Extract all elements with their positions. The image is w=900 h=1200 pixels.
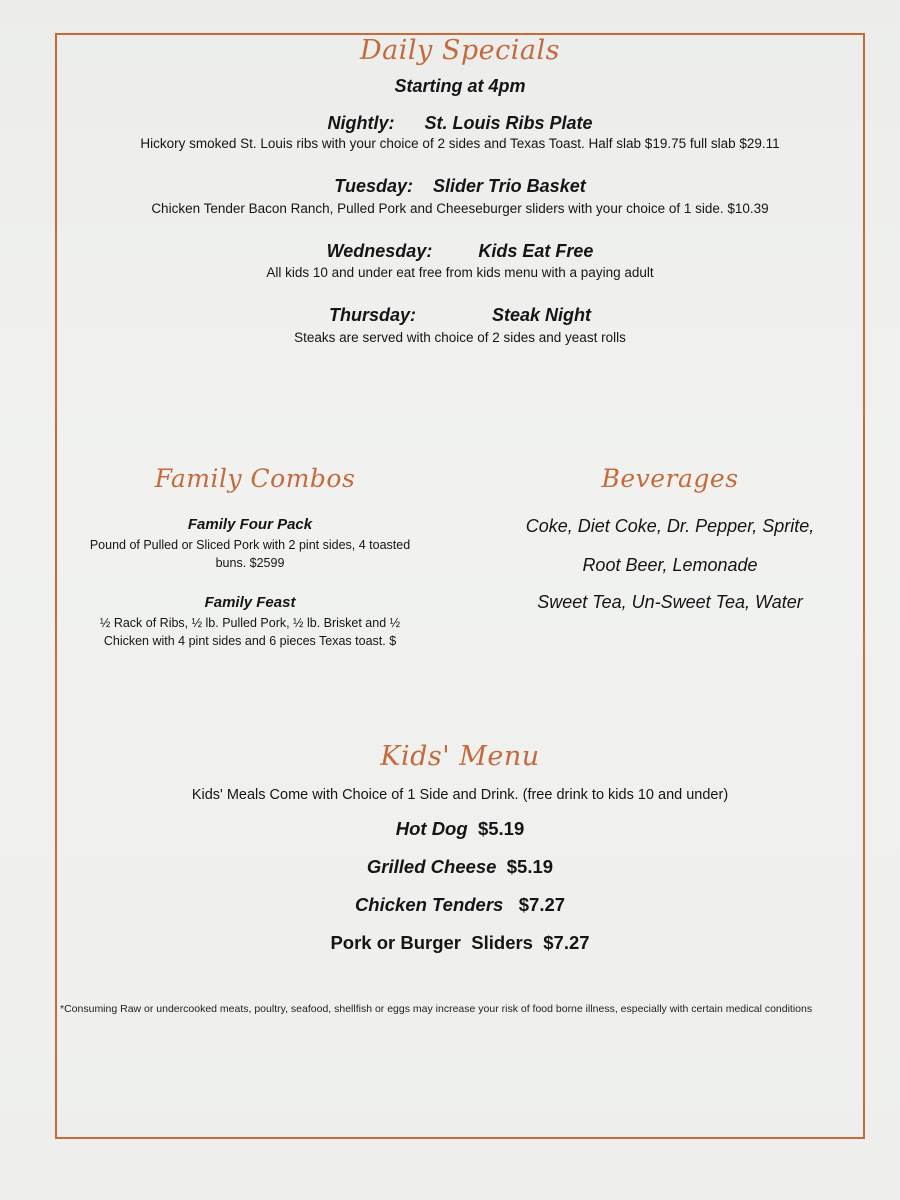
special-tuesday-description: Chicken Tender Bacon Ranch, Pulled Pork and Cheeseburger sliders with your choice of 1 side. $10.39 [151,201,769,216]
special-day: Nightly: [327,113,395,133]
special-name: Kids Eat Free [478,241,594,261]
combo-name: Family Feast [204,594,296,611]
kids-item-chicken-tenders [55,894,865,916]
special-day: Wednesday: [326,241,433,261]
kids-menu-title: Kids' Menu [380,741,540,772]
combo-description-line: Pound of Pulled or Sliced Pork with 2 pint sides, 4 toasted [89,538,411,552]
combo-description-line: ½ Rack of Ribs, ½ lb. Pulled Pork, ½ lb. Brisket and ½ [99,616,401,630]
combo-description-line: Chicken with 4 pint sides and 6 pieces Texas toast. $ [103,634,397,648]
daily-specials-subtitle: Starting at 4pm [394,76,526,96]
combo-family-feast [55,594,445,650]
kids-item-price: $5.19 [477,818,525,839]
beverage-line: Coke, Diet Coke, Dr. Pepper, Sprite, [525,516,815,536]
kids-item-name: Pork or Burger Sliders [330,932,533,953]
beverage-line: Sweet Tea, Un-Sweet Tea, Water [537,592,803,612]
kids-item-sliders [55,932,865,954]
kids-item-name: Grilled Cheese [366,856,497,877]
kids-item-name: Chicken Tenders [354,894,504,915]
combo-family-four-pack [55,516,445,572]
family-combos-title: Family Combos [154,464,356,493]
special-day: Thursday: [328,305,416,325]
beverage-line: Root Beer, Lemonade [582,555,758,575]
special-thursday-heading [55,305,865,326]
special-day: Tuesday: [334,176,413,196]
special-name: Slider Trio Basket [432,176,586,196]
daily-specials-title: Daily Specials [360,35,560,66]
combo-description-line: buns. $2599 [215,556,285,570]
special-wednesday-heading [55,241,865,262]
kids-menu-note: Kids' Meals Come with Choice of 1 Side and Drink. (free drink to kids 10 and under) [191,787,729,803]
special-tuesday-heading [55,176,865,197]
special-thursday-description: Steaks are served with choice of 2 sides and yeast rolls [294,330,626,345]
kids-item-hot-dog [55,818,865,840]
special-nightly-description: Hickory smoked St. Louis ribs with your choice of 2 sides and Texas Toast. Half slab $19.75 full slab $29.11 [140,136,780,151]
kids-item-price: $7.27 [543,932,590,953]
disclaimer-text: *Consuming Raw or undercooked meats, poultry, seafood, shellfish or eggs may increase your risk of food borne illness, especially with certain medical conditions [60,1003,813,1015]
special-name: Steak Night [491,305,592,325]
special-wednesday-description: All kids 10 and under eat free from kids menu with a paying adult [266,265,654,280]
kids-item-grilled-cheese [55,856,865,878]
kids-item-price: $7.27 [518,894,566,915]
page-border [55,33,865,1139]
combo-name: Family Four Pack [187,516,313,533]
kids-item-name: Hot Dog [395,818,468,839]
special-name: St. Louis Ribs Plate [424,113,593,133]
kids-item-price: $5.19 [506,856,554,877]
special-nightly-heading [55,113,865,134]
beverages-title: Beverages [601,464,739,493]
